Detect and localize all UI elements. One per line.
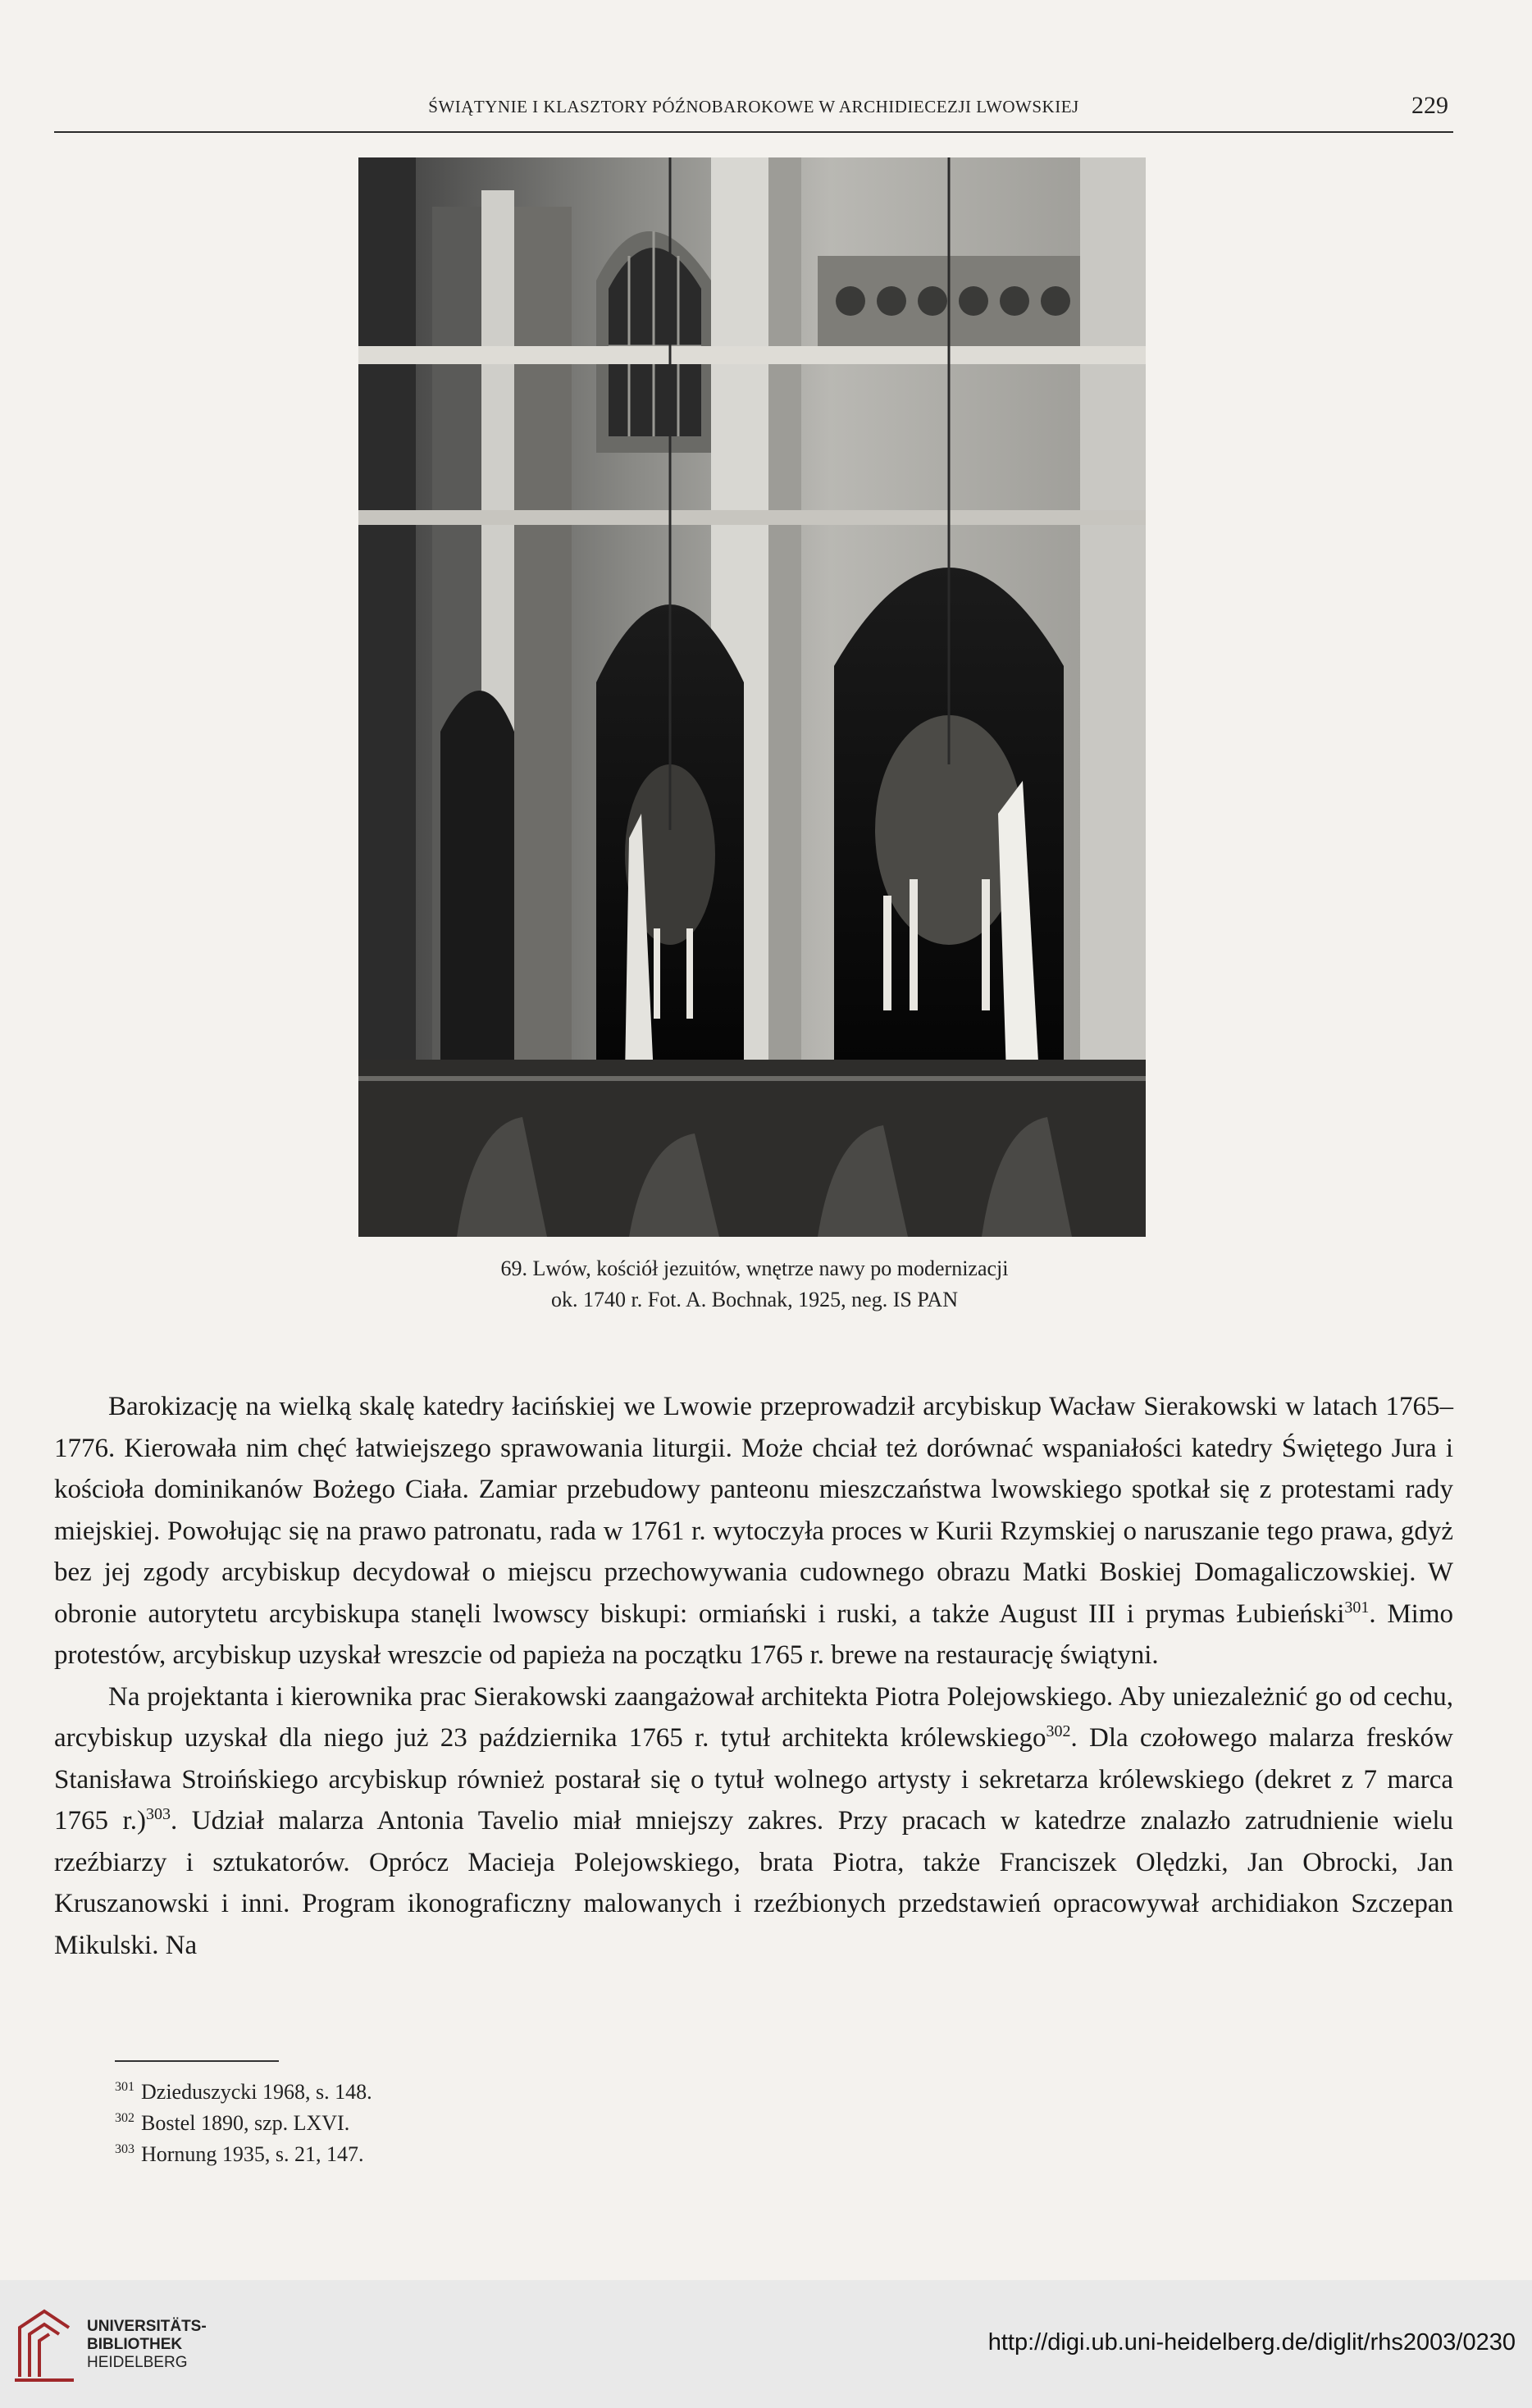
page-number: 229 bbox=[1411, 92, 1448, 119]
caption-line-1: 69. Lwów, kościół jezuitów, wnętrze nawy po modernizacji bbox=[500, 1256, 1009, 1280]
running-header bbox=[54, 92, 1453, 133]
church-interior-photo bbox=[358, 157, 1146, 1237]
body-text bbox=[54, 1386, 1453, 1966]
footnote-ref: 303 bbox=[145, 1805, 171, 1823]
source-url-link[interactable]: http://digi.ub.uni-heidelberg.de/diglit/rhs2003/0230 bbox=[987, 2329, 1516, 2356]
library-name: UNIVERSITÄTS- BIBLIOTHEK HEIDELBERG bbox=[87, 2318, 207, 2371]
running-title: ŚWIĄTYNIE I KLASZTORY PÓŹNOBAROKOWE W ARCHIDIECEZJI LWOWSKIEJ bbox=[428, 97, 1079, 116]
paragraph: Na projektanta i kierownika prac Sierakowski zaangażował architekta Piotra Polejowskiego. Aby uniezależnić go od cechu, arcybiskup uzyskał dla niego już 23 października 1765 r. tytuł architekta królewskiego$^{302}$. Dla czołowego malarza fresków Stanisława Stroińskiego arcybiskup również postarał się o tytuł wolnego artysty i sekretarza królewskiego (dekret z 7 marca 1765 r.)$^{303}$. Udział malarza Antonia Tavelio miał mniejszy zakres. Przy pracach w katedrze znalazło zatrudnienie wielu rzeźbiarzy i sztukatorów. Oprócz Macieja Polejowskiego, brata Piotra, także Franciszek Olędzki, Jan Obrocki, Jan Kruszanowski i inni. Program ikonograficzny malowanych i rzeźbionych przedstawień opracowywał archidiakon Szczepan Mikulski. Na bbox=[54, 1681, 1453, 1960]
library-footer bbox=[0, 2280, 1532, 2408]
library-logo-icon bbox=[11, 2303, 77, 2385]
footnotes bbox=[115, 2077, 372, 2170]
footnote-ref: 301 bbox=[1344, 1598, 1370, 1617]
footnote-divider bbox=[115, 2060, 279, 2062]
footnote: $^{302}$ Bostel 1890, szp. LXVI. bbox=[115, 2111, 350, 2135]
footnote-ref: 302 bbox=[1046, 1722, 1071, 1740]
paragraph: Barokizację na wielką skalę katedry łacińskiej we Lwowie przeprowadził arcybiskup Wacław Sierakowski w latach 1765–1776. Kierowała nim chęć łatwiejszego sprawowania liturgii. Może chciał też dorównać wspaniałości katedry Świętego Jura i kościoła dominikanów Bożego Ciała. Zamiar przebudowy panteonu mieszczaństwa lwowskiego spotkał się z protestami rady miejskiej. Powołując się na prawo patronatu, rada w 1761 r. wytoczyła proces w Kurii Rzymskiej o naruszanie tego prawa, gdyż bez jej zgody arcybiskup decydował o miejscu przechowywania cudownego obrazu Matki Boskiej Domagaliczowskiej. W obronie autorytetu arcybiskupa stanęli lwowscy biskupi: ormiański i ruski, a także August III i prymas Łubieński$^{301}$. Mimo protestów, arcybiskup uzyskał wreszcie od papieża na początku 1765 r. brewe na restaurację świątyni. bbox=[54, 1392, 1453, 1670]
footnote: $^{301}$ Dzieduszycki 1968, s. 148. bbox=[115, 2080, 372, 2104]
figure-caption bbox=[246, 1253, 1263, 1316]
footnote: $^{303}$ Hornung 1935, s. 21, 147. bbox=[115, 2142, 364, 2166]
caption-line-2: ok. 1740 r. Fot. A. Bochnak, 1925, neg. IS PAN bbox=[551, 1288, 958, 1311]
